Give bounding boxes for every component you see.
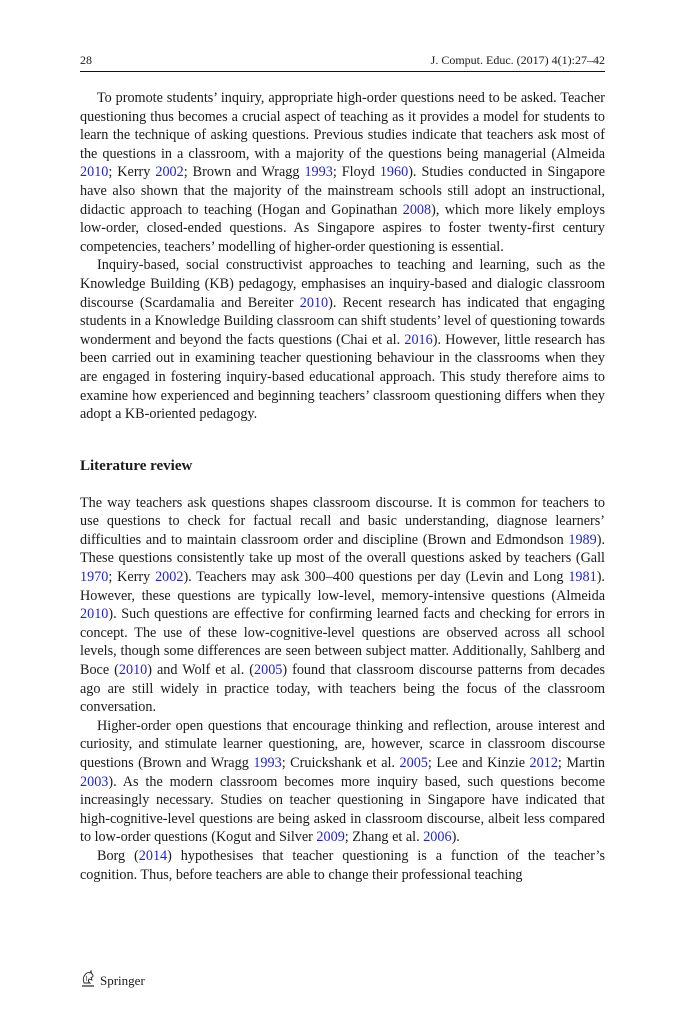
paragraph-text: ; Kerry [108,164,156,181]
citation-link[interactable]: 2008 [402,201,432,218]
publisher-footer [80,970,145,992]
page-number: 28 [80,53,92,67]
citation-link[interactable]: 2006 [423,829,452,846]
paragraph [80,717,605,847]
paragraph-text: Borg ( [97,847,139,864]
springer-horse-icon [80,970,100,992]
citation-link[interactable]: 1993 [253,755,282,771]
paragraph-text: ). Studies conducted in Singapore have also shown that the majority of the mainstream schools still adopt an instructional, didactic approach to teaching (Hogan and Gopinathan [80,164,606,218]
citation-link[interactable]: 2010 [80,606,109,623]
paragraph-text: Inquiry-based, social constructivist approaches to teaching and learning, such as the Knowledge Building (KB) pedagogy, emphasises an inquiry-based and dialogic classroom discourse (Scardamalia and Bereiter [80,257,605,311]
citation-link[interactable]: 1970 [80,569,109,586]
paragraph-text: ), which more likely employs low-order, closed-ended questions. As Singapore aspires to foster twenty-first century competencies, teachers’ modelling of higher-order questioning is essential. [80,201,606,255]
section-heading-literature-review: Literature review [80,457,193,474]
paragraph-text: ; Brown and Wragg [183,164,305,181]
literature-review-paragraphs [80,494,605,884]
citation-link[interactable]: 2003 [80,773,109,790]
introduction-paragraphs [80,89,605,424]
paragraph-text: ). However, little research has been carried out in examining teacher questioning behaviour in the classrooms when they are engaged in fostering inquiry-based educational approach. This study therefore aims to examine how experienced and beginning teachers’ classroom questioning differs when they adopt a KB-oriented pedagogy. [80,331,605,423]
citation-link[interactable]: 2010 [80,164,109,181]
article-body [80,89,605,884]
paragraph-text: ). However, these questions are typically low-level, memory-intensive questions (Almeida [80,569,605,604]
citation-link[interactable]: 1981 [568,569,597,586]
paragraph-text: ; Cruickshank et al. [281,755,400,771]
citation-link[interactable]: 2014 [138,847,168,864]
citation-link[interactable]: 2012 [529,755,558,771]
citation-link[interactable]: 2002 [155,569,184,586]
citation-link[interactable]: 1960 [379,164,409,181]
header-rule [80,71,605,72]
citation-link[interactable]: 2010 [118,662,148,679]
journal-citation: J. Comput. Educ. (2017) 4(1):27–42 [430,53,605,67]
citation-link[interactable]: 2009 [316,829,345,846]
paragraph-text: ; Lee and Kinzie [427,755,530,771]
paragraph-text: ; Floyd [332,164,380,181]
citation-link[interactable]: 2005 [254,662,283,679]
paragraph-text: ). As the modern classroom becomes more inquiry based, such questions become increasingly necessary. Studies on teacher questioning in Singapore have indicated that high-cognitive-level questions are being asked in classroom discourse, albeit less compared to low-order questions (Kogut and Silver [80,773,605,846]
paragraph [80,256,605,423]
paragraph [80,89,605,256]
publisher-name: Springer [100,973,145,988]
citation-link[interactable]: 2010 [299,294,329,311]
paragraph-text: Higher-order open questions that encourage thinking and reflection, arouse interest and curiosity, and stimulate learner questioning, are, however, scarce in classroom discourse questions (Brown and Wragg [80,717,605,771]
citation-link[interactable]: 1993 [304,164,333,181]
paragraph [80,494,605,717]
paragraph-text: ; Zhang et al. [344,829,424,846]
paragraph-text: ) hypothesises that teacher questioning is a function of the teacher’s cognition. Thus, before teachers are able to change their professional teaching [80,847,606,883]
paragraph-text: ; Martin [557,755,605,771]
paragraph-text: To promote students’ inquiry, appropriate high-order questions need to be asked. Teacher questioning thus becomes a crucial aspect of teaching as it provides a model for students to learn the technique of asking questions. Previous studies indicate that teachers ask most of the questions in a classroom, with a majority of the questions being managerial (Almeida [80,90,605,162]
paragraph-text: ). Recent research has indicated that engaging students in a Knowledge Building classroom can shift students’ level of questioning towards wonderment and beyond the facts questions (Chai et al. [80,294,605,348]
paragraph-text: ). These questions consistently take up most of the overall questions asked by teachers (Gall [80,531,605,567]
citation-link[interactable]: 2002 [155,164,184,181]
paragraph-text: ). [451,829,460,846]
paragraph-text: ). Teachers may ask 300–400 questions per day (Levin and Long [183,569,569,586]
paragraph-text: ). Such questions are effective for confirming learned facts and checking for errors in concept. The use of these low-cognitive-level questions are observed across all school levels, though some differences are seen between subject matter. Additionally, Sahlberg and Boce ( [80,606,605,679]
citation-link[interactable]: 1989 [568,531,597,548]
paragraph-text: ) found that classroom discourse patterns from decades ago are still widely in practice today, with teachers being the focus of the classroom conversation. [80,662,605,716]
citation-link[interactable]: 2005 [399,755,428,771]
running-head [80,52,605,68]
paragraph-text: The way teachers ask questions shapes classroom discourse. It is common for teachers to use questions to check for factual recall and basic understanding, diagnose learners’ difficulties and to maintain classroom order and discipline (Brown and Edmondson [80,494,605,548]
paragraph-text: ; Kerry [108,569,156,586]
citation-link[interactable]: 2016 [404,331,433,348]
paragraph [80,847,605,884]
paragraph-text: ) and Wolf et al. ( [147,662,254,679]
